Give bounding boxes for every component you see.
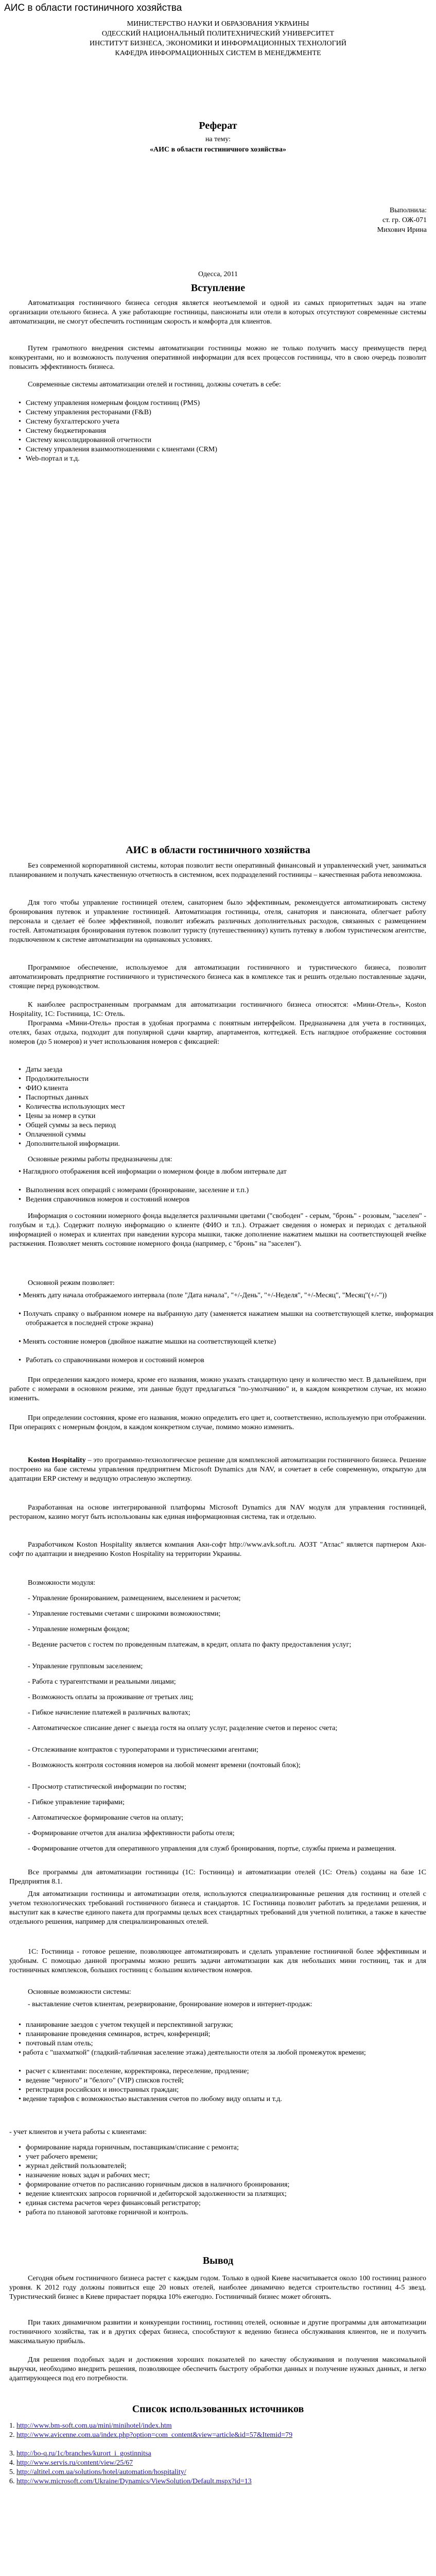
conclusion-paragraph-3: Для решения подобных задач и достижения хороших показателей по качеству обслуживания и получения максимальной выручки, необходимо внедрить решения, позволяющее обеспечить быстроту обработки данных и получение нужных данных, и легко адаптирующееся под его потребности.	[9, 2356, 426, 2382]
bullet-icon: •	[19, 455, 21, 463]
capability-item: - Работа с турагентствами и реальными лицами;	[28, 1678, 176, 1686]
bullet-icon: •	[19, 1084, 21, 1092]
main-paragraph-7: Информация о состоянии номерного фонда выделяется различными цветами ("свободен" - серым, "бронь" - розовым, "заселен" - голубым и т.д.). Содержит полную информацию о клиенте (ФИО и т.п.). Отражает сведения о номерах и периодах с детальной информацией о номерах и клиентах при наведении курсора мышки, также дополнение нажатием мышки на соответствующей ячейке растяжения. Позволяет менять состояние номерного фонда (например, с "бронь" на "заселен").	[9, 1212, 426, 1248]
intro-heading: Вступление	[190, 282, 246, 294]
p18-list-item: • регистрация российских и иностранных граждан;	[19, 2086, 179, 2094]
bullet-icon: •	[19, 1122, 21, 1129]
intro-list-item: • Систему бюджетирования	[19, 427, 107, 435]
capability-item: - Формирование отчетов для анализа эффективности работы отеля;	[28, 1829, 235, 1837]
conclusion-paragraph-2: При таких динамичном развитии и конкуренции гостиниц, гостиниц отелей, основные и другие программы для автоматизации гостиничного хозяйства, так и в других сферах бизнеса, способствуют к ведению бизнеса обслуживания клиентов, не и получить максимальную прибыль.	[9, 2319, 426, 2345]
sources-heading: Список использованных источников	[132, 2403, 304, 2415]
bullet-icon: •	[19, 1131, 21, 1139]
capability-item: - Автоматическое списание денег с выезда гостя на оплату услуг, разделение счетов и перенос счета;	[28, 1724, 338, 1732]
main-paragraph-14: Возможности модуля:	[28, 1579, 96, 1587]
source-link[interactable]: http://www.servis.ru/content/view/25/67	[16, 2459, 133, 2467]
signature-line-3: Михович Ирина	[377, 226, 427, 234]
p5-list-item: • Даты заезда	[19, 1066, 63, 1074]
intro-list-item: • Систему управления взаимоотношениями с клиентами (CRM)	[19, 446, 217, 453]
main-paragraph-19: - учет клиентов и учета работы с клиентами:	[9, 2128, 147, 2136]
referat-heading: Реферат	[199, 120, 237, 131]
bullet-icon: •	[19, 1140, 21, 1148]
city-year: Одесса, 2011	[198, 270, 238, 278]
bullet-icon: •	[19, 1075, 21, 1083]
bullet-icon: •	[19, 1168, 23, 1176]
p18-list-item: • расчет с клиентами: поселение, корректировка, переселение, продление;	[19, 2067, 249, 2075]
main-paragraph-9: При определении каждого номера, кроме его названия, можно указать стандартную цену и количество мест. В дальнейшем, при работе с номерами в основном режиме, эти данные будут предлагаться "по-умолчанию" и, в каждом конкретном случае, их можно изменить.	[9, 1376, 426, 1402]
p19-list-item: • учет рабочего времени;	[19, 2153, 98, 2161]
main-paragraph-16: Для автоматизации гостиницы и автоматизации отеля, используются специализированные решения для гостиниц и отелей с учетом технологических требований гостиничного бизнеса и стандартов. 1С Гостиница позволит работать за пределами решения, и выступит как в качестве единого пакета для программы целых всех стандартных требований для учетной политики, а также в качестве отдельного решения, например для специализированных отелей.	[9, 1890, 426, 1926]
p5-list-item: • Паспортных данных	[19, 1094, 89, 1101]
source-link[interactable]: http://www.microsoft.com/Ukraine/Dynamics/ViewSolution/Default.mspx?id=13	[16, 2478, 252, 2485]
bullet-icon: •	[19, 1196, 21, 1204]
intro-list-item: • Систему управления номерным фондом гостиниц (PMS)	[19, 399, 200, 407]
conclusion-heading: Вывод	[202, 2255, 234, 2266]
capability-item: - Автоматическое формирование счетов на оплату;	[28, 1814, 184, 1822]
p8-list-item: • Менять дату начала отображаемого интервала (поле "Дата начала", "+/-День", "+/-Неделя", "+/-Месяц", "Месяц"(+/-"))	[19, 1292, 387, 1299]
p5-list-item: • Цены за номер в сутки	[19, 1112, 96, 1120]
header-line-3: ИНСТИТУТ БИЗНЕСА, ЭКОНОМИКИ И ИНФОРМАЦИОННЫХ ТЕХНОЛОГИЙ	[90, 40, 346, 47]
main-paragraph-13: Разработчиком Kostоn Hospitality является компания Акн-софт http://www.avk.soft.ru. АОЗТ "Атлас" является партнером Акн-софт по адаптации и внедрению Koston Hospitality на территории Украины.	[9, 1541, 426, 1558]
main-paragraph-4: К наиболее распространенным программам для автоматизации гостиничного бизнеса относятся: «Мини-Отель», Kostоn Hospitality, 1С: Гостиница, 1С: Отель.	[9, 1001, 426, 1018]
bullet-icon: •	[19, 427, 21, 435]
capability-item: - Просмотр статистической информации по гостям;	[28, 1783, 186, 1791]
capability-item: - Возможность контроля состояния номеров на любой момент времени (почтовый блок);	[28, 1761, 301, 1769]
capability-item: - Гибкое управление тарифами;	[28, 1799, 125, 1806]
bullet-icon: •	[19, 2181, 21, 2189]
p8-list-item: • Получать справку о выбранном номере на выбранную дату (заменяется нажатием мышки на соответствующей клетке, информация отображается в последней строке экрана)	[19, 1310, 433, 1327]
source-link[interactable]: http://altitel.com.ua/solutions/hotel/automation/hospitality/	[16, 2468, 186, 2476]
p5-list-item: • ФИО клиента	[19, 1084, 68, 1092]
header-line-4: КАФЕДРА ИНФОРМАЦИОННЫХ СИСТЕМ В МЕНЕДЖМЕНТЕ	[115, 49, 321, 57]
source-item: 2. http://www.avicenne.com.ua/index.php?option=com_content&view=article&id=57&Itemid=79	[9, 2431, 293, 2439]
intro-paragraph-1: Автоматизация гостиничного бизнеса сегодня является неотъемлемой и одной из самых приоритетных задач на этапе организации отельного бизнеса. А уже работающие гостиницы, пансионаты или отели в которых отсутствуют современные системы автоматизации, не смогут обеспечить гостиницам скорость и комфорта для клиентов.	[9, 299, 426, 326]
p5-list-item: • Оплаченной суммы	[19, 1131, 86, 1139]
intro-list-item: • Систему консолидированной отчетности	[19, 436, 152, 444]
signature-line-2: ст. гр. ОЖ-071	[382, 216, 427, 224]
p18-list-item: • почтовый плам отель;	[19, 2040, 93, 2047]
source-link[interactable]: http://www.bm-soft.com.ua/mini/minihotel/index.htm	[16, 2422, 172, 2430]
main-paragraph-2: Для того чтобы управление гостиницей отелем, санаторием было эффективным, рекомендуется автоматизировать систему бронирования путевок и управление гостиницей. Автоматизация гостиницы, отеля, санатория и пансионата, облегчает работу персонала и сделает её более эффективной, позволит избежать различных дополнительных расходов, связанных с размещением гостей. Автоматизация бронирования путевок позволит туристу (путешественнику) купить путевку в любом туристическом агентстве, подключенном к системе автоматизации на одинаковых условиях.	[9, 899, 426, 944]
bullet-icon: •	[19, 1112, 21, 1120]
capability-item: - Управление бронированием, размещением, выселением и расчетом;	[28, 1595, 241, 1602]
p18-list-item: • ведение тарифов с возможностью выставления счетов по любому виду оплаты и т.д.	[19, 2095, 282, 2103]
bullet-icon: •	[19, 2067, 21, 2075]
intro-list-item: • Систему бухгалтерского учета	[19, 418, 119, 426]
bullet-icon: •	[19, 399, 21, 407]
bullet-icon: •	[19, 409, 21, 416]
p18-list-item: • работа с "шахматкой" (гладкий-табличная заселение этажа) деятельности отеля за любой промежуток времени;	[19, 2049, 366, 2057]
bullet-icon: •	[19, 436, 21, 444]
bullet-icon: •	[19, 1094, 21, 1101]
on-topic-label: на тему:	[205, 135, 231, 143]
p6-list-item: • Выполнения всех операций с номерами (бронирование, заселение и т.п.)	[19, 1187, 249, 1194]
intro-paragraph-2: Путем грамотного внедрения системы автоматизации гостиницы можно не только получить массу преимуществ перед конкурентами, но и возможность получения оперативной информации для всех процессов гостиницы, что в свою очередь позволит повысить эффективность бизнеса.	[9, 345, 426, 371]
bullet-icon: •	[19, 2162, 21, 2170]
p8-list-item: • Работать со справочниками номеров и состояний номеров	[19, 1357, 204, 1364]
bullet-icon: •	[19, 2049, 23, 2057]
p18-list-item: • планирование проведения семинаров, встреч, конференций;	[19, 2030, 211, 2038]
main-paragraph-11: Kostоn Hospitality – это программно-технологическое решение для комплексной автоматизации гостиничного бизнеса. Решение построено на базе системы управления предприятием Microsoft Dynamics для NAV, и сочетает в себе современную, открытую для адаптации ERP систему и ведущую отраслевую экспертизу.	[9, 1456, 427, 1483]
intro-paragraph-3: Современные системы автоматизации отелей и гостиниц, должны сочетать в себе:	[28, 381, 281, 388]
p18-list-item: • планирование заездов с учетом текущей и перспективной загрузки;	[19, 2021, 233, 2029]
source-link[interactable]: http://bo-q.ru/1c/branches/kurort_i_gostinnitsa	[16, 2450, 151, 2458]
bullet-icon: •	[19, 446, 21, 453]
source-item: 6. http://www.microsoft.com/Ukraine/Dynamics/ViewSolution/Default.mspx?id=13	[9, 2478, 252, 2485]
intro-list-item: • Web-портал и т.д.	[19, 455, 80, 463]
p5-list-item: • Общей суммы за весь период	[19, 1122, 116, 1129]
bullet-icon: •	[19, 2209, 21, 2216]
capability-item: - Возможность оплаты за проживание от третьих лиц;	[28, 1693, 194, 1701]
bullet-icon: •	[19, 2040, 21, 2047]
bullet-icon: •	[19, 1357, 21, 1364]
capability-item: - Управление номерным фондом;	[28, 1625, 130, 1633]
source-item: 4. http://www.servis.ru/content/view/25/67	[9, 2459, 133, 2467]
p19-list-item: • назначение новых задач и рабочих мест;	[19, 2172, 150, 2179]
p5-list-item: • Дополнительной информации.	[19, 1140, 120, 1148]
conclusion-paragraph-1: Сегодня объем гостиничного бизнеса растет с каждым годом. Только в одной Киеве насчитывается около 100 гостиниц разного уровня. К 2012 году должны появиться еще 20 новых отелей, наиболее динамично ведется строительство гостиниц 4-5 звезд. Туристический бизнес в Киеве прирастает порядка 10% ежегодно. Гостиничный бизнес может обгонять.	[9, 2275, 426, 2301]
capability-item: - Гибкое начисление платежей в различных валютах;	[28, 1709, 190, 1717]
document-title: АИС в области гостиничного хозяйства	[4, 3, 182, 13]
capability-item: - Управление гостевыми счетами с широкими возможностями;	[28, 1610, 221, 1618]
main-paragraph-8: Основной режим позволяет:	[28, 1279, 115, 1287]
main-paragraph-18: Основные возможности системы:	[28, 1988, 131, 1996]
bullet-icon: •	[19, 1338, 23, 1346]
p19-list-item: • формирование отчетов по расписанию горничным дисков в наличного бронирования;	[19, 2181, 290, 2189]
bullet-icon: •	[19, 1292, 23, 1299]
bullet-icon: •	[19, 418, 21, 426]
bullet-icon: •	[19, 2199, 21, 2207]
capability-item: - Управление групповым заселением;	[28, 1663, 143, 1670]
p6-list-item: • Ведения справочников номеров и состояний номеров	[19, 1196, 190, 1204]
bullet-icon: •	[19, 2144, 21, 2151]
bullet-icon: •	[19, 2095, 23, 2103]
main-paragraph-17: 1С: Гостиница - готовое решение, позволяющее автоматизировать и сделать управление гостиничной более эффективным и удобным. С помощью данной программы можно решить задачи автоматизации как для небольших мини гостиниц, так и для гостиничных комплексов, больших гостиниц с большим количеством номеров.	[9, 1948, 426, 1974]
main-paragraph-3: Программное обеспечение, используемое для автоматизации гостиничного и туристического бизнеса, позволит автоматизировать предприятие гостиничного и туристического бизнеса как в комплексе так и решить отдельно поставленные задачи, стоящие перед руководством.	[9, 964, 426, 990]
source-item: 3. http://bo-q.ru/1c/branches/kurort_i_gostinnitsa	[9, 2450, 151, 2458]
bullet-icon: •	[19, 2021, 21, 2029]
main-paragraph-6: Основные режимы работы предназначены для:	[28, 1156, 172, 1163]
p5-list-item: • Количества использующих мест	[19, 1103, 125, 1111]
main-paragraph-10: При определении состояния, кроме его названия, можно определить его цвет и, соответственно, используемую при отображении. При операциях с номерным фондом, в каждом конкретном случае, помимо можно изменить.	[9, 1414, 426, 1431]
main-paragraph-12: Разработанная на основе интегрированной платформы Microsoft Dynamics для NAV модуля для управления гостиницей, рестораном, казино могут быть использованы как единая информационная система, так и отдельно.	[9, 1504, 426, 1521]
bullet-icon: •	[19, 2172, 21, 2179]
bullet-icon: •	[19, 1187, 21, 1194]
p19-list-item: • журнал действий пользователей;	[19, 2162, 127, 2170]
source-item: 1. http://www.bm-soft.com.ua/mini/minihotel/index.htm	[9, 2422, 172, 2430]
main-heading: АИС в области гостиничного хозяйства	[126, 844, 310, 856]
kostan-name: Kostоn Hospitality	[28, 1456, 86, 1464]
p19-list-item: • единая система расчетов через финансовый регистратор;	[19, 2199, 201, 2207]
p19-list-item: • работа по плановой заготовке горничной и контроль.	[19, 2209, 188, 2216]
main-paragraph-5: Программа «Мини-Отель» простая в удобная программа с понятным интерфейсом. Предназначена для учета в гостиницах, отелях, базах отдыха, подходит для популярной сдачи квартир, апартаментов, коттеджей. Есть наглядное отображение состояния номеров (до 5 номеров) и учет использования номеров с фиксацией:	[9, 1020, 426, 1046]
capability-item: - Отслеживание контрактов с туроператорами и туристическими агентами;	[28, 1746, 258, 1754]
p18-list-item: • ведение "черного" и "белого" (VIP) списков гостей;	[19, 2077, 184, 2084]
p19-list-item: • формирование наряда горничным, поставщикам/списание с ремонта;	[19, 2144, 239, 2151]
header-line-2: ОДЕССКИЙ НАЦИОНАЛЬНЫЙ ПОЛИТЕХНИЧЕСКИЙ УНИВЕРСИТЕТ	[101, 30, 335, 38]
source-item: 5. http://altitel.com.ua/solutions/hotel/automation/hospitality/	[9, 2468, 186, 2476]
header-line-1: МИНИСТЕРСТВО НАУКИ И ОБРАЗОВАНИЯ УКРАИНЫ	[127, 20, 309, 28]
p19-list-item: • ведение клиентских запросов горничной и дебиторской задолженности за платящих;	[19, 2190, 287, 2198]
bullet-icon: •	[19, 2190, 21, 2198]
p8-list-item: • Менять состояние номеров (двойное нажатие мышки на соответствующей клетке)	[19, 1338, 276, 1346]
p6-list-item: • Наглядного отображения всей информации о номерном фонде в любом интервале дат	[19, 1168, 287, 1176]
intro-list-item: • Систему управления ресторанами (F&B)	[19, 409, 151, 416]
main-paragraph-18b: - выставление счетов клиентам, резервирование, бронирование номеров и интернет-продаж:	[28, 2001, 312, 2008]
bullet-icon: •	[19, 2153, 21, 2161]
signature-line-1: Выполнила:	[389, 207, 427, 214]
capability-item: - Формирование отчетов для оперативного управления для служб бронирования, портье, службы приема и размещения.	[28, 1845, 396, 1853]
bullet-icon: •	[19, 1066, 21, 1074]
bullet-icon: •	[19, 1310, 24, 1318]
bullet-icon: •	[19, 1103, 21, 1111]
p5-list-item: • Продолжительности	[19, 1075, 89, 1083]
main-paragraph-15: Все программы для автоматизации гостиницы (1С: Гостиница) и автоматизации отелей (1С: Отель) созданы на базе 1С Предприятия 8.1.	[9, 1869, 426, 1886]
capability-item: - Ведение расчетов с гостем по проведенным платежам, в кредит, оплата по факту предоставления услуг;	[28, 1641, 352, 1649]
topic-title: «АИС в области гостиничного хозяйства»	[150, 146, 286, 154]
source-link[interactable]: http://www.avicenne.com.ua/index.php?option=com_content&view=article&id=57&Itemid=79	[16, 2431, 293, 2439]
bullet-icon: •	[19, 2086, 21, 2094]
bullet-icon: •	[19, 2030, 21, 2038]
bullet-icon: •	[19, 2077, 21, 2084]
main-paragraph-1: Без современной корпоративной системы, которая позволит вести оперативный финансовый и управленческий учет, заниматься планированием и получать качественную отчетность в системном, всех подразделений гостиницы – качественная работа невозможна.	[9, 862, 426, 879]
